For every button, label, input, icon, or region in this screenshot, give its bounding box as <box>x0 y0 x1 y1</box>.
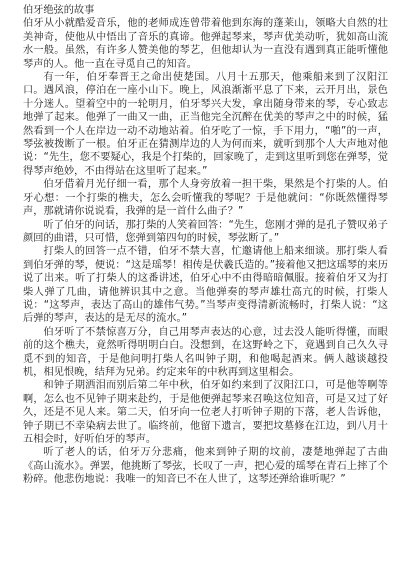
paragraph-5: 打柴人的回答一点不错，伯牙不禁大喜，忙邀请他上船来细谈。那打柴人看到伯牙弹的琴，便说：“这是瑶琴！相传是伏羲氏造的。”接着他又把这瑶琴的来历说了出来。听了打柴人的这番讲述，伯牙心中不由得暗暗佩服。接着伯牙又为打柴人弹了几曲，请他辨识其中之意。当他弹奏的琴声雄壮高亢的时候，打柴人说：“这琴声，表达了高山的雄伟气势。”当琴声变得清新流畅时，打柴人说：“这后弹的琴声，表达的是无尽的流水。” <box>23 246 388 325</box>
paragraph-4: 听了伯牙的问话，那打柴的人笑着回答：“先生，您刚才弹的是孔子赞叹弟子颜回的曲谱，只可惜，您弹到第四句的时候，琴弦断了。” <box>23 219 388 244</box>
paragraph-2: 有一年，伯牙奉晋王之命出使楚国。八月十五那天，他乘船来到了汉阳江口。遇风浪，停泊在一座小山下。晚上，风浪渐渐平息了下来，云开月出，景色十分迷人。望着空中的一轮明月，伯牙琴兴大发，拿出随身带来的琴，专心致志地弹了起来。他弹了一曲又一曲，正当他完全沉醉在优美的琴声之中的时候，猛然看到一个人在岸边一动不动地站着。伯牙吃了一惊，手下用力，“啪”的一声，琴弦被拨断了一根。伯牙正在猜测岸边的人为何而来，就听到那个人大声地对他说：“先生，您不要疑心，我是个打柴的，回家晚了，走到这里听到您在弹琴，觉得琴声绝妙，不由得站在这里听了起来。” <box>23 72 388 177</box>
paragraph-8: 听了老人的话，伯牙万分悲痛，他来到钟子期的坟前，凄楚地弹起了古曲《高山流水》。弹罢，他挑断了琴弦，长叹了一声，把心爱的瑶琴在青石上摔了个粉碎。他悲伤地说：我唯一的知音已不在人世了，这琴还弹给谁听呢？” <box>23 447 388 486</box>
paragraph-3: 伯牙借着月光仔细一看，那个人身旁放着一担干柴，果然是个打柴的人。伯牙心想：一个打柴的樵夫，怎么会听懂我的琴呢？于是他就问：“你既然懂得琴声，那就请你说说看，我弹的是一首什么曲子？” <box>23 179 388 218</box>
paragraph-1: 伯牙从小就酷爱音乐，他的老师成连曾带着他到东海的蓬莱山，领略大自然的壮美神奇，使他从中悟出了音乐的真谛。他弹起琴来，琴声优美动听，犹如高山流水一般。虽然，有许多人赞美他的琴艺，但他却认为一直没有遇到真正能听懂他琴声的人。他一直在寻觅自己的知音。 <box>23 18 388 70</box>
paragraph-6: 伯牙听了不禁惊喜万分，自己用琴声表达的心意，过去没人能听得懂，而眼前的这个樵夫，竟然听得明明白白。没想到，在这野岭之下，竟遇到自己久久寻觅不到的知音，于是他问明打柴人名叫钟子期，和他喝起酒来。俩人越谈越投机，相见恨晚，结拜为兄弟。约定来年的中秋再到这里相会。 <box>23 326 388 378</box>
paragraph-7: 和钟子期洒泪而别后第二年中秋，伯牙如约来到了汉阳江口，可是他等啊等啊，怎么也不见钟子期来赴约，于是他便弹起琴来召唤这位知音，可是又过了好久，还是不见人来。第二天，伯牙向一位老人打听钟子期的下落，老人告诉他，钟子期已不幸染病去世了。临终前，他留下遗言，要把坟墓修在江边，到八月十五相会时，好听伯牙的琴声。 <box>23 380 388 445</box>
document-title: 伯牙绝弦的故事 <box>23 5 95 16</box>
